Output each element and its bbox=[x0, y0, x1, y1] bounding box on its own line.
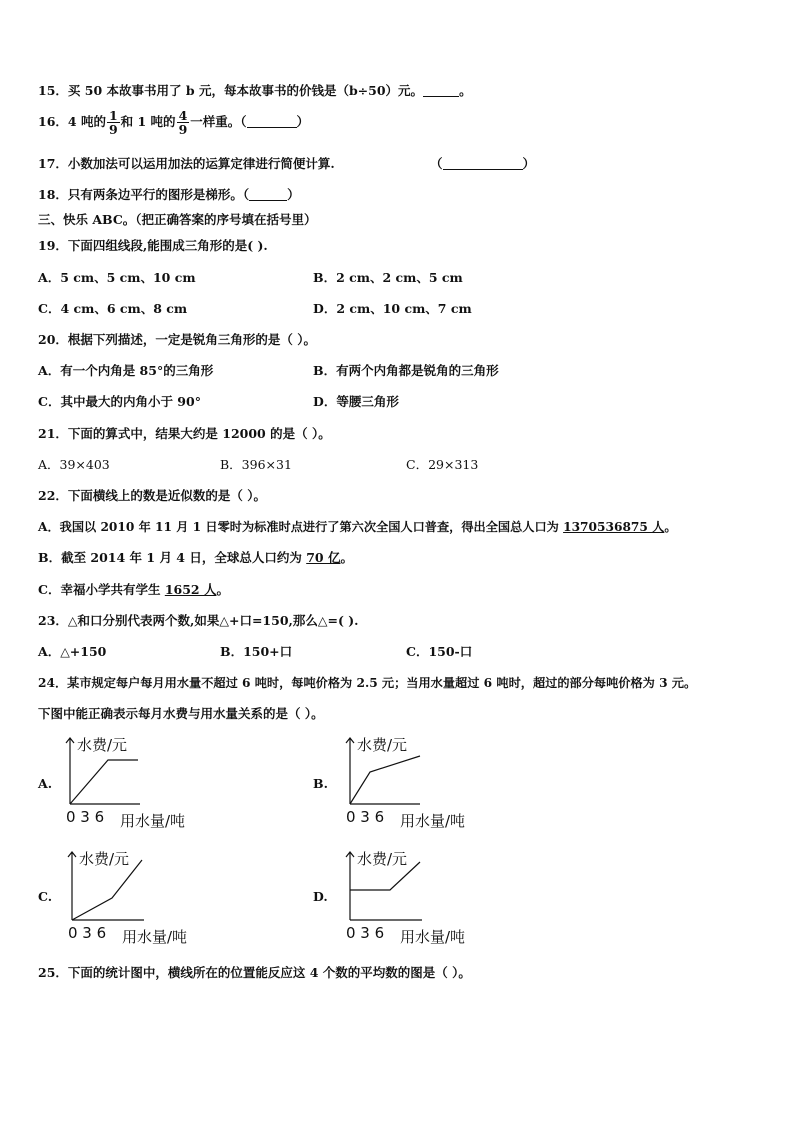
x-ticks: 0 3 6 bbox=[66, 808, 105, 826]
question-15-end: 。 bbox=[459, 83, 472, 98]
option-c-text: C．幸福小学共有学生 bbox=[38, 582, 165, 597]
option-b[interactable]: B. bbox=[313, 776, 328, 791]
answer-blank[interactable] bbox=[249, 186, 287, 201]
close-paren: ） bbox=[287, 187, 300, 202]
y-axis-label: 水费/元 bbox=[77, 736, 128, 754]
graph-a bbox=[60, 732, 220, 832]
underlined-number: 1652 人 bbox=[164, 582, 217, 597]
option-b[interactable]: B．396×31 bbox=[220, 457, 292, 472]
question-15-text: 15．买 50 本故事书用了 b 元，每本故事书的价钱是（b÷50）元。 bbox=[38, 83, 424, 98]
option-c[interactable] bbox=[38, 581, 229, 599]
x-ticks: 0 3 6 bbox=[346, 924, 385, 942]
option-a[interactable]: A．有一个内角是 85°的三角形 bbox=[38, 363, 214, 378]
x-axis-label: 用水量/吨 bbox=[122, 928, 188, 946]
question-17-answer bbox=[430, 155, 535, 173]
section-heading: 三、快乐 ABC。（把正确答案的序号填在括号里） bbox=[38, 212, 317, 227]
question-21: 21．下面的算式中，结果大约是 12000 的是（ ）。 bbox=[38, 426, 331, 441]
close-paren: ） bbox=[522, 156, 536, 171]
x-ticks: 0 3 6 bbox=[346, 808, 385, 826]
option-d[interactable]: D. bbox=[313, 889, 328, 904]
x-ticks: 0 3 6 bbox=[68, 924, 107, 942]
option-b[interactable]: B．2 cm、2 cm、5 cm bbox=[313, 270, 463, 285]
y-axis-label: 水费/元 bbox=[79, 850, 130, 868]
graph-line bbox=[350, 756, 420, 804]
graph-d bbox=[340, 846, 500, 946]
y-axis-label: 水费/元 bbox=[357, 850, 408, 868]
close-paren: ） bbox=[296, 114, 310, 129]
question-25: 25．下面的统计图中，横线所在的位置能反应这 4 个数的平均数的图是（ ）。 bbox=[38, 965, 471, 980]
option-c[interactable]: C．29×313 bbox=[406, 457, 479, 472]
open-paren: （ bbox=[430, 156, 443, 171]
question-24-line2: 下图中能正确表示每月水费与用水量关系的是（ ）。 bbox=[38, 706, 324, 721]
graph-line bbox=[72, 860, 142, 920]
fraction-4-9: $\frac{4}{9}$ bbox=[178, 108, 188, 137]
question-16-pre: 16．4 吨的 bbox=[38, 114, 106, 129]
fraction-1-9: $\frac{1}{9}$ bbox=[108, 108, 118, 137]
option-c[interactable]: C．4 cm、6 cm、8 cm bbox=[38, 301, 188, 316]
answer-blank[interactable] bbox=[247, 113, 297, 128]
option-b-text: B．截至 2014 年 1 月 4 日，全球总人口约为 bbox=[38, 550, 307, 565]
x-axis-label: 用水量/吨 bbox=[120, 812, 186, 830]
graph-line bbox=[70, 760, 138, 804]
question-16-post: 一样重。（ bbox=[190, 114, 247, 129]
option-b[interactable]: B．有两个内角都是锐角的三角形 bbox=[313, 363, 499, 378]
question-16-mid: 和 1 吨的 bbox=[120, 114, 176, 129]
option-a[interactable]: A. bbox=[38, 776, 53, 791]
question-22: 22．下面横线上的数是近似数的是（ ）。 bbox=[38, 488, 266, 503]
question-19: 19．下面四组线段,能围成三角形的是( ). bbox=[38, 238, 268, 253]
option-a[interactable] bbox=[38, 518, 677, 536]
question-17-text: 17．小数加法可以运用加法的运算定律进行简便计算. bbox=[38, 156, 335, 171]
option-c-end: 。 bbox=[216, 582, 229, 597]
option-c[interactable]: C．150-口 bbox=[406, 644, 473, 659]
graph-c bbox=[62, 846, 222, 946]
option-a-text: A．我国以 2010 年 11 月 1 日零时为标准时点进行了第六次全国人口普查，得出全国总人口为 bbox=[38, 520, 564, 534]
option-a-end: 。 bbox=[664, 520, 677, 534]
question-20: 20．根据下列描述，一定是锐角三角形的是（ ）。 bbox=[38, 332, 316, 347]
answer-blank[interactable] bbox=[423, 82, 459, 97]
question-15 bbox=[38, 82, 472, 100]
y-axis-label: 水费/元 bbox=[357, 736, 408, 754]
option-d[interactable]: D．等腰三角形 bbox=[313, 394, 399, 409]
option-b-end: 。 bbox=[340, 550, 353, 565]
underlined-number: 1370536875 人 bbox=[563, 520, 665, 534]
question-17 bbox=[38, 155, 335, 173]
option-b[interactable] bbox=[38, 549, 353, 567]
question-18 bbox=[38, 186, 300, 204]
question-16 bbox=[38, 108, 309, 136]
option-c[interactable]: C．其中最大的内角小于 90° bbox=[38, 394, 201, 409]
x-axis-label: 用水量/吨 bbox=[400, 928, 466, 946]
question-23: 23．△和口分别代表两个数,如果△+口=150,那么△=( ). bbox=[38, 613, 359, 628]
option-a[interactable]: A．5 cm、5 cm、10 cm bbox=[38, 270, 196, 285]
answer-blank[interactable] bbox=[443, 155, 523, 170]
option-c[interactable]: C. bbox=[38, 889, 53, 904]
question-24: 24．某市规定每户每月用水量不超过 6 吨时，每吨价格为 2.5 元；当用水量超过 6 吨时，超过的部分每吨价格为 3 元。 bbox=[38, 676, 697, 690]
graph-b bbox=[340, 732, 500, 832]
x-axis-label: 用水量/吨 bbox=[400, 812, 466, 830]
option-a[interactable]: A．△+150 bbox=[38, 644, 107, 659]
option-a[interactable]: A．39×403 bbox=[38, 457, 110, 472]
option-b[interactable]: B．150+口 bbox=[220, 644, 293, 659]
question-18-text: 18．只有两条边平行的图形是梯形。（ bbox=[38, 187, 250, 202]
underlined-number: 70 亿 bbox=[306, 550, 341, 565]
option-d[interactable]: D．2 cm、10 cm、7 cm bbox=[313, 301, 472, 316]
